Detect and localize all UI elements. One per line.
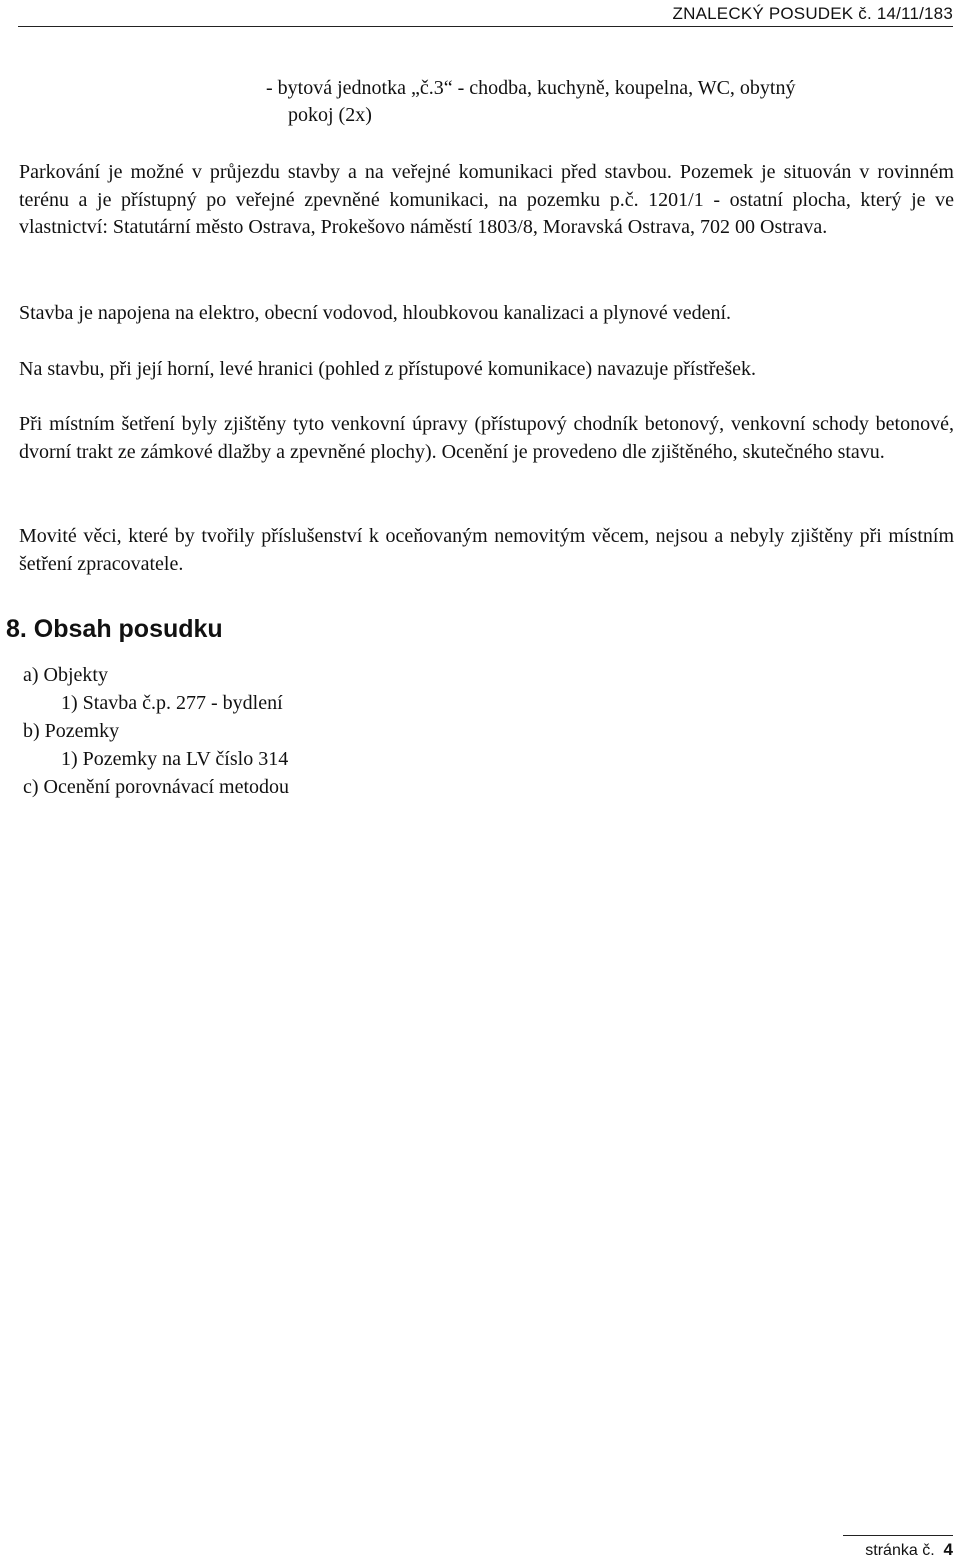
- utilities-paragraph: Stavba je napojena na elektro, obecní vodovod, hloubkovou kanalizaci a plynové vedení.: [19, 302, 732, 324]
- section-heading: 8. Obsah posudku: [6, 615, 223, 643]
- page-header: [0, 0, 960, 30]
- list-item: b) Pozemky: [23, 720, 120, 742]
- page-number-value: 4: [943, 1540, 953, 1559]
- report-title: ZNALECKÝ POSUDEK č. 14/11/183: [672, 4, 953, 23]
- apartment-unit-line-continued: pokoj (2x): [288, 104, 372, 126]
- list-item: a) Objekty: [23, 664, 108, 686]
- list-item: 1) Stavba č.p. 277 - bydlení: [61, 692, 283, 714]
- apartment-unit-line: - bytová jednotka „č.3“ - chodba, kuchyně, koupelna, WC, obytný: [266, 77, 796, 99]
- movables-paragraph: Movité věci, které by tvořily příslušenství k oceňovaným nemovitým věcem, nejsou a nebyly zjištěny při místním šetření zpracovatele.: [19, 525, 954, 575]
- page-number-label: stránka č.: [865, 1542, 935, 1559]
- contents-list: [23, 661, 289, 801]
- list-item: 1) Pozemky na LV číslo 314: [61, 748, 289, 770]
- outdoor-works-paragraph: Při místním šetření byly zjištěny tyto venkovní úpravy (přístupový chodník betonový, venkovní schody betonové, dvorní trakt ze zámkové dlažby a zpevněné plochy). Ocenění je provedeno dle zjištěného, skutečného stavu.: [19, 413, 954, 463]
- footer-rule: [843, 1535, 953, 1536]
- parking-paragraph: Parkování je možné v průjezdu stavby a na veřejné komunikaci před stavbou. Pozemek je situován v rovinném terénu a je přístupný po veřejné zpevněné komunikaci, na pozemku p.č. 1201/1 - ostatní plocha, který je ve vlastnictví: Statutární město Ostrava, Prokešovo náměstí 1803/8, Moravská Ostrava, 702 00 Ostrava.: [19, 161, 954, 238]
- list-item: c) Ocenění porovnávací metodou: [23, 776, 290, 798]
- header-rule: [18, 26, 953, 27]
- apartment-unit-item: [266, 75, 916, 129]
- page-number: [865, 1540, 953, 1560]
- shelter-paragraph: Na stavbu, při její horní, levé hranici (pohled z přístupové komunikace) navazuje přístřešek.: [19, 358, 756, 380]
